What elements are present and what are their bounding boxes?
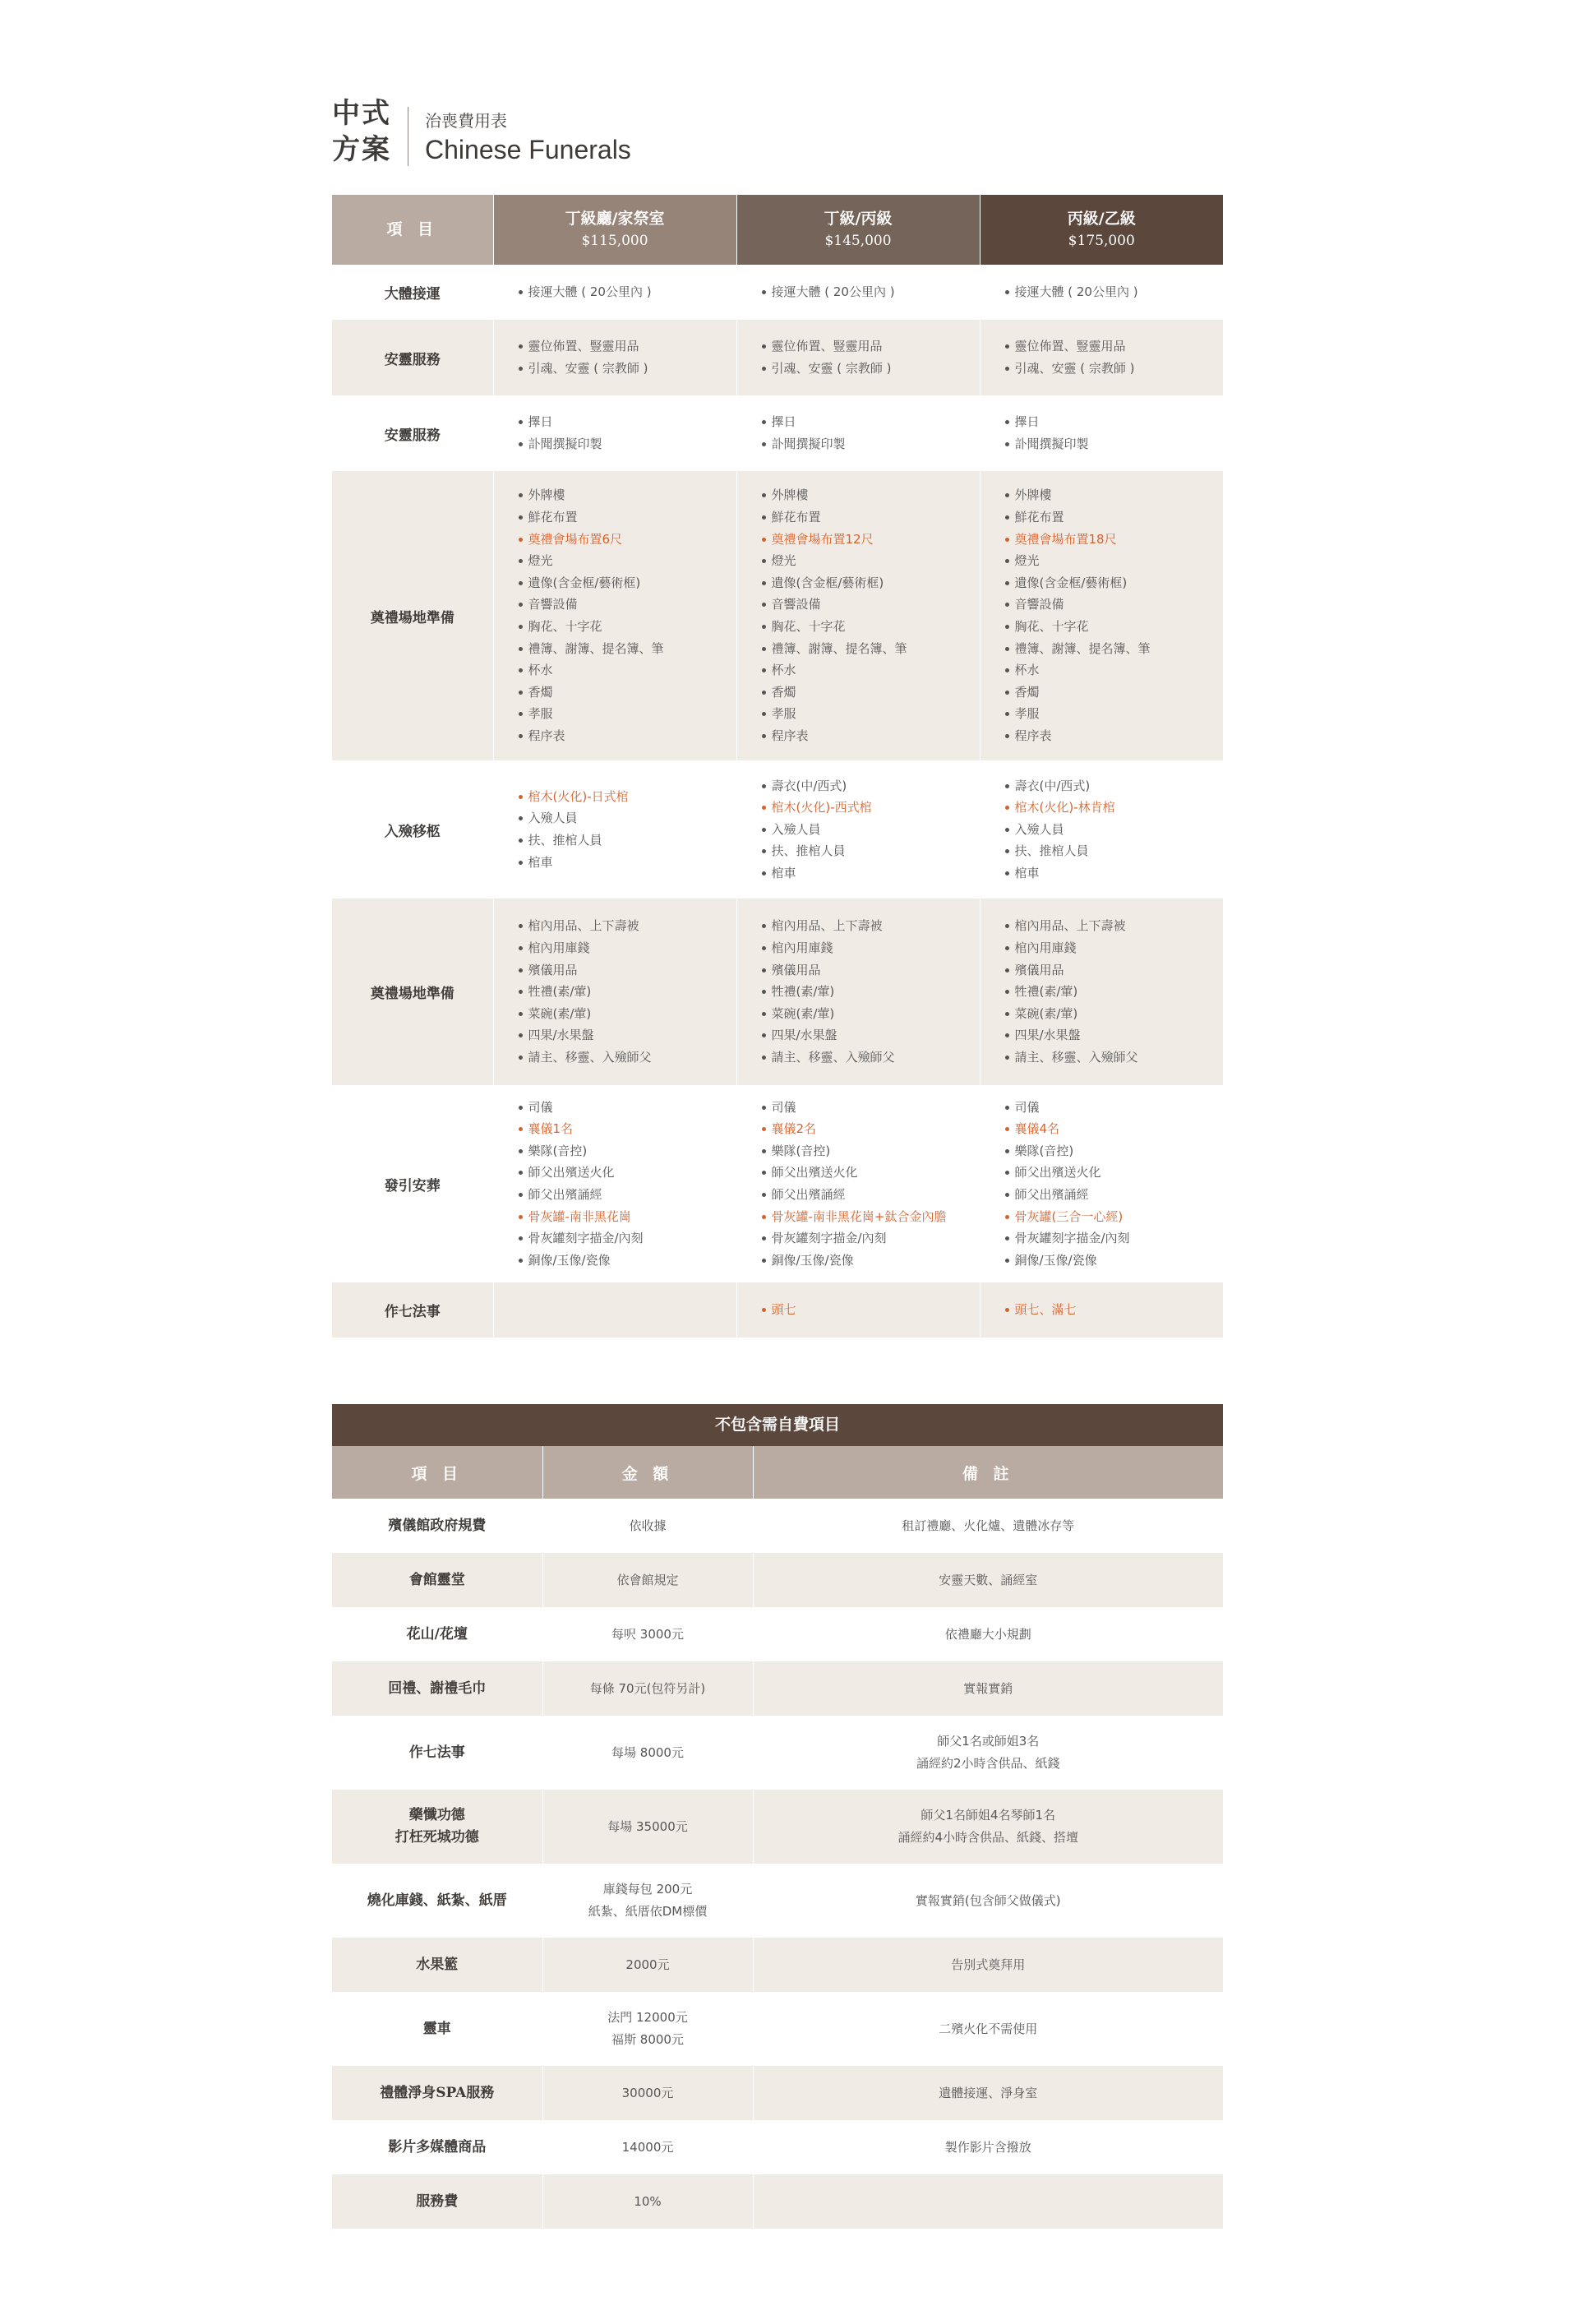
extras-note-text: 二殯火化不需使用	[939, 2021, 1038, 2036]
extras-item-text: 靈車	[422, 2020, 451, 2037]
plans-cell	[493, 1282, 736, 1338]
extras-note-text: 師父1名師姐4名琴師1名	[920, 1808, 1056, 1823]
plans-cell-list	[737, 915, 980, 1068]
extras-amount-cell	[542, 1607, 753, 1661]
plans-item: 師父出殯送火化	[519, 1162, 736, 1184]
extras-amount-text: 依收據	[629, 1518, 667, 1533]
plans-item: 外牌樓	[1005, 484, 1224, 506]
extras-item-text: 打枉死城功德	[394, 1829, 479, 1846]
plans-cell	[736, 395, 980, 471]
extras-title: 不包含需自費項目	[332, 1404, 1223, 1446]
extras-item-cell	[332, 1661, 542, 1716]
extras-row	[332, 1553, 1223, 1607]
plan-price: $115,000	[581, 232, 648, 249]
plans-item: 燈光	[519, 550, 736, 572]
extras-amount-text: 紙紮、紙厝依DM標價	[588, 1904, 708, 1919]
plans-item: 骨灰罐刻字描金/內刻	[519, 1227, 736, 1250]
plans-cell	[980, 1085, 1223, 1282]
plans-item: 扶、推棺人員	[1005, 840, 1224, 862]
plans-item: 壽衣(中/西式)	[762, 775, 980, 797]
extras-item-cell	[332, 1790, 542, 1864]
plans-item: 程序表	[762, 725, 980, 747]
extras-item-cell	[332, 2120, 542, 2174]
plans-cell-list	[494, 1097, 736, 1272]
extras-item-text: 花山/花壇	[406, 1625, 468, 1643]
extras-note-text: 租訂禮廳、火化爐、遺體冰存等	[902, 1518, 1075, 1533]
plans-item: 樂隊(音控)	[762, 1140, 980, 1162]
extras-amount-cell	[542, 1499, 753, 1553]
plans-item: 靈位佈置、豎靈用品	[762, 335, 980, 358]
plans-item: 擇日	[1005, 411, 1224, 433]
extras-item-text: 水果籃	[416, 1956, 459, 1973]
plans-item: 棺車	[519, 852, 736, 874]
plans-item: 程序表	[519, 725, 736, 747]
plans-cell-list	[980, 1097, 1224, 1272]
extras-amount-cell	[542, 1992, 753, 2066]
plans-row-label: 大體接運	[332, 265, 493, 320]
extras-item-text: 藥懺功德	[408, 1807, 465, 1823]
extras-note-text: 依禮廳大小規劃	[944, 1626, 1031, 1642]
extras-amount-cell	[542, 2066, 753, 2120]
plans-item: 禮簿、謝簿、提名簿、筆	[519, 638, 736, 660]
extras-item-cell	[332, 1864, 542, 1938]
plans-item-highlight: 襄儀4名	[1005, 1118, 1224, 1140]
extras-item-text: 燒化庫錢、紙紮、紙厝	[367, 1892, 507, 1909]
plans-cell-list	[980, 411, 1224, 455]
extras-amount-text: 每條 70元(包符另計)	[589, 1680, 706, 1696]
plans-item: 師父出殯誦經	[519, 1184, 736, 1206]
plans-cell	[736, 1085, 980, 1282]
plans-item: 擇日	[762, 411, 980, 433]
extras-amount-text: 30000元	[621, 2085, 674, 2100]
plans-item: 入殮人員	[519, 807, 736, 829]
plans-item: 胸花、十字花	[519, 616, 736, 638]
page-subtitle-en: Chinese Funerals	[425, 135, 631, 164]
plans-item-highlight: 骨灰罐(三合一心經)	[1005, 1206, 1224, 1228]
plans-row-label: 安靈服務	[332, 395, 493, 471]
plans-item: 接運大體 ( 20公里內 )	[1005, 281, 1224, 303]
plans-cell-list	[494, 281, 736, 303]
plans-item: 訃聞撰擬印製	[1005, 433, 1224, 455]
plans-item: 扶、推棺人員	[762, 840, 980, 862]
plans-row	[332, 760, 1223, 899]
plans-item: 靈位佈置、豎靈用品	[1005, 335, 1224, 358]
plans-item: 靈位佈置、豎靈用品	[519, 335, 736, 358]
plans-item: 燈光	[1005, 550, 1224, 572]
extras-item-text: 服務費	[416, 2192, 459, 2210]
plans-item: 禮簿、謝簿、提名簿、筆	[1005, 638, 1224, 660]
extras-item-cell	[332, 1499, 542, 1553]
plans-cell	[736, 899, 980, 1085]
plans-item: 程序表	[1005, 725, 1224, 747]
plans-item: 銅像/玉像/瓷像	[762, 1250, 980, 1272]
extras-amount-text: 每呎 3000元	[611, 1626, 684, 1642]
extras-header-row	[332, 1446, 1223, 1499]
plans-item-highlight: 頭七、滿七	[1005, 1299, 1224, 1321]
plans-cell	[493, 471, 736, 760]
plans-item-highlight: 奠禮會場布置6尺	[519, 529, 736, 551]
plans-item: 擇日	[519, 411, 736, 433]
plans-item-highlight: 奠禮會場布置18尺	[1005, 529, 1224, 551]
plans-row	[332, 899, 1223, 1085]
plans-item: 棺車	[762, 862, 980, 885]
plans-item: 杯水	[1005, 659, 1224, 681]
plans-item: 鮮花布置	[1005, 506, 1224, 529]
extras-amount-cell	[542, 1864, 753, 1938]
plans-item: 入殮人員	[762, 819, 980, 841]
extras-amount-text: 依會館規定	[616, 1572, 679, 1587]
plans-cell	[980, 1282, 1223, 1338]
plans-item: 外牌樓	[519, 484, 736, 506]
plans-item: 棺內用庫錢	[762, 937, 980, 959]
plans-item: 棺內用庫錢	[1005, 937, 1224, 959]
extras-body	[332, 1499, 1223, 2229]
plans-item: 孝服	[762, 703, 980, 725]
extras-row	[332, 1790, 1223, 1864]
plans-cell-list	[980, 281, 1224, 303]
extras-amount-cell	[542, 1553, 753, 1607]
extras-row	[332, 1864, 1223, 1938]
plans-item: 入殮人員	[1005, 819, 1224, 841]
plans-item: 杯水	[519, 659, 736, 681]
plans-row-label: 入殮移柩	[332, 760, 493, 899]
plans-item-highlight: 棺木(火化)-日式棺	[519, 786, 736, 808]
extras-item-cell	[332, 2066, 542, 2120]
plans-cell	[736, 265, 980, 320]
plans-item: 遺像(含金框/藝術框)	[762, 572, 980, 594]
extras-note-text: 實報實銷	[963, 1680, 1013, 1696]
plans-item: 菜碗(素/葷)	[519, 1003, 736, 1025]
extras-amount-cell	[542, 1790, 753, 1864]
extras-item-text: 禮體淨身SPA服務	[380, 2084, 495, 2101]
plans-cell	[736, 1282, 980, 1338]
plans-item: 殯儀用品	[519, 959, 736, 982]
plans-item: 音響設備	[519, 594, 736, 616]
plans-item: 胸花、十字花	[762, 616, 980, 638]
plans-item: 牲禮(素/葷)	[1005, 981, 1224, 1003]
extras-note-cell	[753, 1938, 1223, 1992]
plans-item: 司儀	[1005, 1097, 1224, 1119]
plans-item: 鮮花布置	[762, 506, 980, 529]
extras-note-text: 師父1名或師姐3名	[937, 1734, 1040, 1749]
plans-cell	[980, 265, 1223, 320]
extras-note-cell	[753, 1790, 1223, 1864]
extras-note-text: 告別式奠拜用	[951, 1957, 1026, 1972]
extras-item-cell	[332, 1992, 542, 2066]
extras-note-text: 實報實銷(包含師父做儀式)	[915, 1892, 1061, 1908]
plans-cell-list	[737, 775, 980, 885]
plans-item: 孝服	[1005, 703, 1224, 725]
plans-item: 司儀	[762, 1097, 980, 1119]
plans-item-highlight: 襄儀2名	[762, 1118, 980, 1140]
plans-item: 香燭	[519, 681, 736, 704]
plans-item: 棺內用品、上下壽被	[762, 915, 980, 937]
extras-amount-text: 10%	[634, 2193, 662, 2209]
extras-note-cell	[753, 2066, 1223, 2120]
plans-col-item-header: 項 目	[332, 195, 493, 265]
plans-item-highlight: 骨灰罐-南非黑花崗	[519, 1206, 736, 1228]
plans-item: 請主、移靈、入殮師父	[762, 1046, 980, 1069]
plan-price: $175,000	[1068, 232, 1135, 249]
plans-row-label: 安靈服務	[332, 320, 493, 395]
plans-row-label: 奠禮場地準備	[332, 899, 493, 1085]
plans-item: 請主、移靈、入殮師父	[519, 1046, 736, 1069]
plans-item: 棺內用品、上下壽被	[1005, 915, 1224, 937]
plans-item: 棺內用品、上下壽被	[519, 915, 736, 937]
extras-item-text: 會館靈堂	[408, 1571, 465, 1588]
plan-header-3	[980, 195, 1223, 265]
plans-body	[332, 265, 1223, 1338]
plan-name: 丁級廳/家祭室	[565, 209, 665, 228]
extras-col-amount: 金 額	[542, 1446, 753, 1499]
plans-cell	[980, 471, 1223, 760]
plans-item: 遺像(含金框/藝術框)	[519, 572, 736, 594]
extras-col-item: 項 目	[332, 1446, 542, 1499]
plans-item: 杯水	[762, 659, 980, 681]
plans-item: 師父出殯送火化	[1005, 1162, 1224, 1184]
plans-item: 殯儀用品	[1005, 959, 1224, 982]
extras-row	[332, 2066, 1223, 2120]
plans-item: 香燭	[1005, 681, 1224, 704]
plans-item: 接運大體 ( 20公里內 )	[762, 281, 980, 303]
plans-item: 請主、移靈、入殮師父	[1005, 1046, 1224, 1069]
plans-cell	[493, 1085, 736, 1282]
plans-row	[332, 265, 1223, 320]
plans-cell	[493, 320, 736, 395]
plans-item: 師父出殯誦經	[762, 1184, 980, 1206]
extras-item-cell	[332, 1607, 542, 1661]
extras-table	[332, 1404, 1223, 2229]
extras-note-text: 遺體接運、淨身室	[939, 2085, 1038, 2100]
plans-row	[332, 1282, 1223, 1338]
extras-amount-text: 每場 35000元	[607, 1818, 688, 1834]
plans-item: 訃聞撰擬印製	[519, 433, 736, 455]
plans-item: 引魂、安靈 ( 宗教師 )	[762, 358, 980, 380]
plans-cell-list	[494, 484, 736, 746]
plans-row-label: 作七法事	[332, 1282, 493, 1338]
plans-item: 音響設備	[762, 594, 980, 616]
plans-header-row	[332, 195, 1223, 265]
page-title-line2: 方案	[332, 133, 391, 166]
plans-table	[332, 195, 1223, 1338]
extras-note-cell	[753, 1607, 1223, 1661]
extras-item-cell	[332, 2174, 542, 2229]
plans-cell-list	[980, 775, 1224, 885]
extras-note-cell	[753, 1716, 1223, 1790]
plans-item-highlight: 骨灰罐-南非黑花崗+鈦合金內膽	[762, 1206, 980, 1228]
page-subtitle: 治喪費用表	[425, 111, 507, 131]
extras-note-cell	[753, 1992, 1223, 2066]
plans-row	[332, 395, 1223, 471]
plans-cell-list	[494, 335, 736, 379]
plans-item: 骨灰罐刻字描金/內刻	[762, 1227, 980, 1250]
extras-amount-cell	[542, 2120, 753, 2174]
plans-item: 禮簿、謝簿、提名簿、筆	[762, 638, 980, 660]
extras-amount-text: 福斯 8000元	[611, 2032, 684, 2047]
extras-note-cell	[753, 1553, 1223, 1607]
extras-row	[332, 1499, 1223, 1553]
plans-cell	[980, 395, 1223, 471]
extras-row	[332, 2120, 1223, 2174]
plans-item: 扶、推棺人員	[519, 829, 736, 852]
extras-row	[332, 1992, 1223, 2066]
plans-row-label: 奠禮場地準備	[332, 471, 493, 760]
extras-note-cell	[753, 1864, 1223, 1938]
extras-item-cell	[332, 1553, 542, 1607]
plans-cell	[493, 760, 736, 899]
plans-item: 樂隊(音控)	[519, 1140, 736, 1162]
plans-cell-list	[980, 915, 1224, 1068]
plans-cell	[980, 320, 1223, 395]
extras-row	[332, 1716, 1223, 1790]
extras-col-note: 備 註	[753, 1446, 1223, 1499]
plans-cell	[493, 899, 736, 1085]
plans-item: 四果/水果盤	[519, 1024, 736, 1046]
extras-note-text: 誦經約2小時含供品、紙錢	[916, 1756, 1060, 1771]
plans-row	[332, 1085, 1223, 1282]
plan-name: 丙級/乙級	[1067, 209, 1136, 228]
plan-header-1	[493, 195, 736, 265]
extras-note-cell	[753, 1499, 1223, 1553]
plans-item: 訃聞撰擬印製	[762, 433, 980, 455]
plans-cell	[980, 899, 1223, 1085]
plans-item: 壽衣(中/西式)	[1005, 775, 1224, 797]
plans-item: 師父出殯送火化	[762, 1162, 980, 1184]
page-title-line1: 中式	[332, 97, 391, 130]
extras-note-cell	[753, 2120, 1223, 2174]
plans-item: 骨灰罐刻字描金/內刻	[1005, 1227, 1224, 1250]
plans-item: 樂隊(音控)	[1005, 1140, 1224, 1162]
plans-item: 牲禮(素/葷)	[762, 981, 980, 1003]
plans-item-highlight: 襄儀1名	[519, 1118, 736, 1140]
extras-item-text: 影片多媒體商品	[388, 2138, 487, 2155]
extras-row	[332, 1607, 1223, 1661]
plans-item: 燈光	[762, 550, 980, 572]
extras-title-row	[332, 1404, 1223, 1446]
plans-item-highlight: 奠禮會場布置12尺	[762, 529, 980, 551]
extras-amount-text: 法門 12000元	[607, 2010, 688, 2025]
plans-cell-list	[980, 1299, 1224, 1321]
plans-item-highlight: 棺木(火化)-西式棺	[762, 797, 980, 819]
plans-row-label: 發引安葬	[332, 1085, 493, 1282]
extras-item-text: 回禮、謝禮毛巾	[388, 1679, 487, 1697]
plans-cell-list	[737, 335, 980, 379]
plans-item: 孝服	[519, 703, 736, 725]
extras-amount-text: 2000元	[625, 1957, 670, 1972]
extras-amount-cell	[542, 1661, 753, 1716]
extras-row	[332, 1661, 1223, 1716]
extras-row	[332, 2174, 1223, 2229]
plans-item-highlight: 棺木(火化)-林肯棺	[1005, 797, 1224, 819]
plan-price: $145,000	[824, 232, 892, 249]
plans-item: 師父出殯誦經	[1005, 1184, 1224, 1206]
plans-item: 四果/水果盤	[1005, 1024, 1224, 1046]
extras-note-text: 製作影片含撥放	[944, 2139, 1031, 2155]
plans-item: 銅像/玉像/瓷像	[1005, 1250, 1224, 1272]
extras-amount-cell	[542, 1716, 753, 1790]
plans-item: 菜碗(素/葷)	[1005, 1003, 1224, 1025]
extras-amount-text: 庫錢每包 200元	[602, 1882, 693, 1897]
plans-cell-list	[494, 786, 736, 873]
plans-cell	[736, 471, 980, 760]
plans-row	[332, 320, 1223, 395]
plans-item: 棺內用庫錢	[519, 937, 736, 959]
page-header	[332, 95, 907, 171]
plans-row	[332, 471, 1223, 760]
extras-amount-cell	[542, 1938, 753, 1992]
plans-item: 胸花、十字花	[1005, 616, 1224, 638]
plans-item: 外牌樓	[762, 484, 980, 506]
plans-cell-list	[737, 1299, 980, 1321]
plans-item: 遺像(含金框/藝術框)	[1005, 572, 1224, 594]
plans-item: 接運大體 ( 20公里內 )	[519, 281, 736, 303]
extras-item-text: 殯儀館政府規費	[388, 1517, 487, 1534]
plans-cell-list	[980, 335, 1224, 379]
extras-note-text: 誦經約4小時含供品、紙錢、搭壇	[897, 1830, 1079, 1845]
plans-cell	[980, 760, 1223, 899]
page-title	[332, 95, 396, 168]
plans-cell-list	[737, 1097, 980, 1272]
extras-item-text: 作七法事	[408, 1744, 465, 1761]
plans-item: 四果/水果盤	[762, 1024, 980, 1046]
plans-cell-list	[980, 484, 1224, 746]
extras-item-cell	[332, 1938, 542, 1992]
plans-cell-list	[737, 411, 980, 455]
plans-item: 牲禮(素/葷)	[519, 981, 736, 1003]
extras-row	[332, 1938, 1223, 1992]
extras-note-text: 安靈天數、誦經室	[939, 1572, 1038, 1587]
plans-item: 香燭	[762, 681, 980, 704]
plans-cell	[493, 265, 736, 320]
plans-item: 司儀	[519, 1097, 736, 1119]
plans-cell-list	[737, 484, 980, 746]
plans-item-highlight: 頭七	[762, 1299, 980, 1321]
plan-header-2	[736, 195, 980, 265]
extras-amount-text: 每場 8000元	[611, 1744, 684, 1760]
plans-cell	[493, 395, 736, 471]
plans-cell-list	[494, 411, 736, 455]
extras-note-cell	[753, 2174, 1223, 2229]
plan-name: 丁級/丙級	[824, 209, 893, 228]
extras-note-cell	[753, 1661, 1223, 1716]
plans-item: 菜碗(素/葷)	[762, 1003, 980, 1025]
plans-item: 引魂、安靈 ( 宗教師 )	[1005, 358, 1224, 380]
extras-amount-text: 14000元	[621, 2139, 674, 2155]
plans-cell	[736, 760, 980, 899]
plans-item: 銅像/玉像/瓷像	[519, 1250, 736, 1272]
plans-cell-list	[737, 281, 980, 303]
plans-item: 引魂、安靈 ( 宗教師 )	[519, 358, 736, 380]
plans-item: 音響設備	[1005, 594, 1224, 616]
extras-amount-cell	[542, 2174, 753, 2229]
plans-cell	[736, 320, 980, 395]
plans-item: 鮮花布置	[519, 506, 736, 529]
extras-item-cell	[332, 1716, 542, 1790]
plans-item: 棺車	[1005, 862, 1224, 885]
plans-cell-list	[494, 915, 736, 1068]
plans-item: 殯儀用品	[762, 959, 980, 982]
